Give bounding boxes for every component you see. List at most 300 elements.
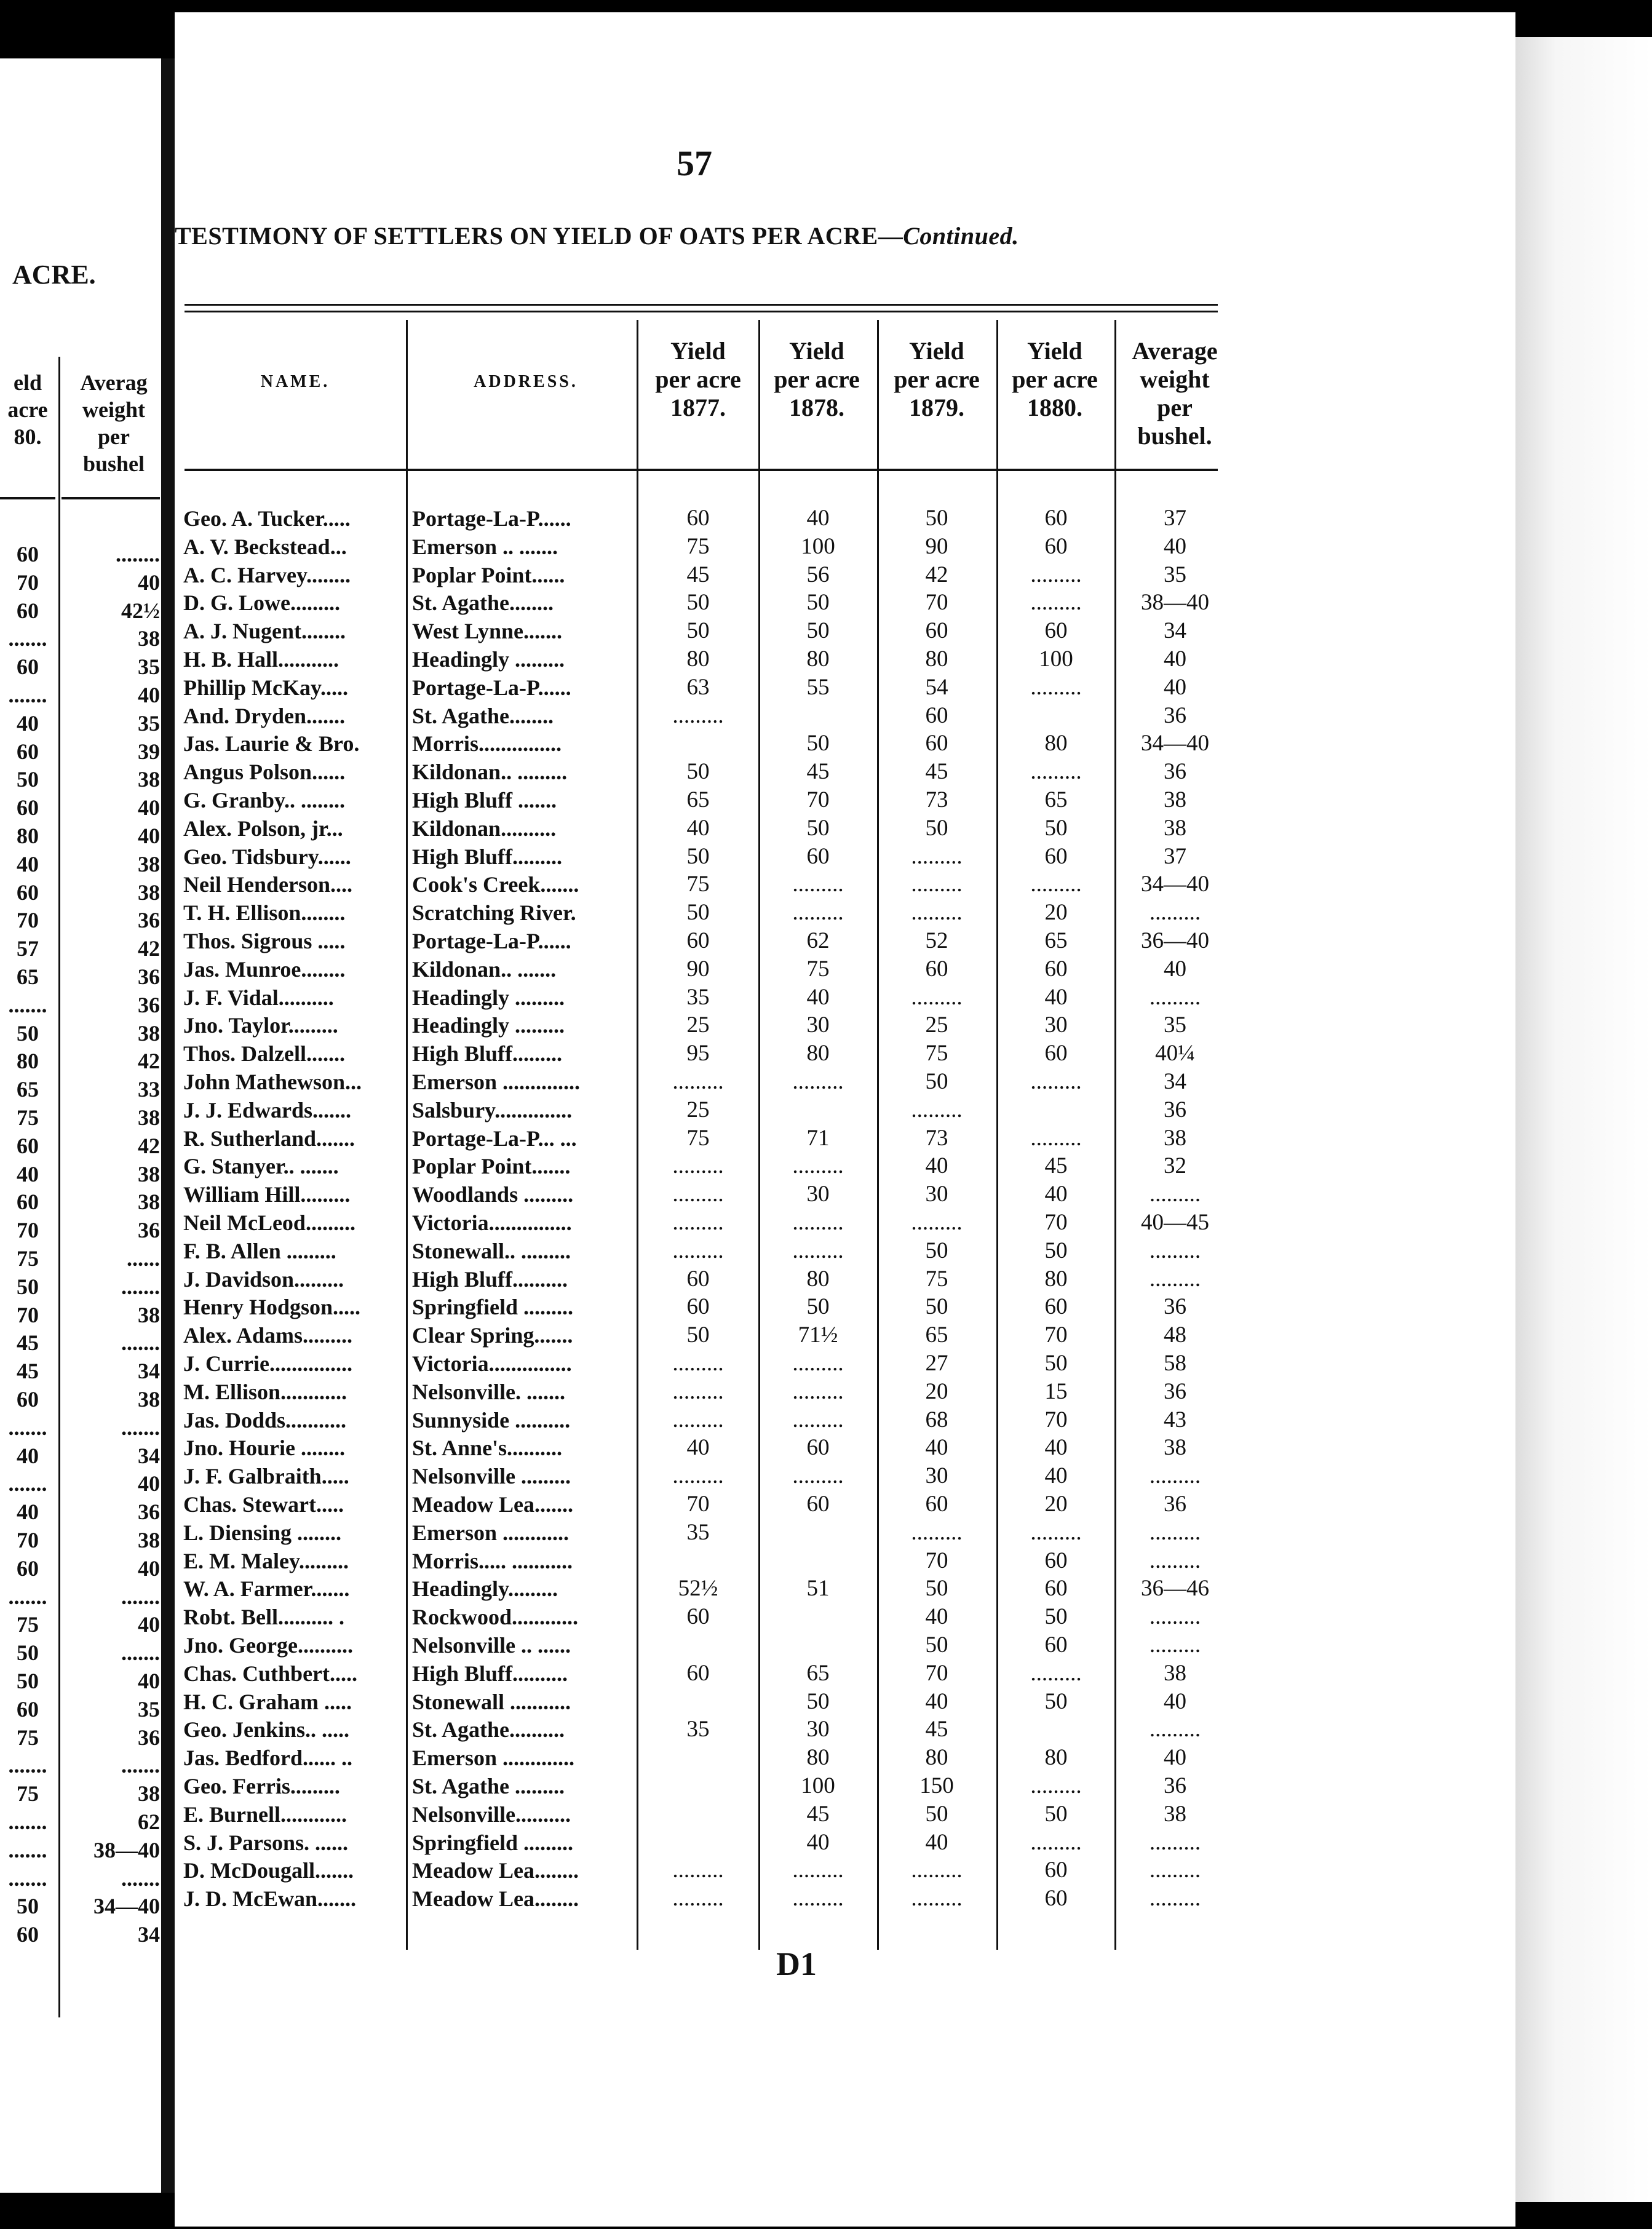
cell-address: St. Agathe ......... <box>412 1774 565 1798</box>
cell-yield-1877: ......... <box>672 1182 724 1207</box>
cell-yield-1878: 50 <box>806 1294 830 1320</box>
left-fragment-yield-cell: 60 <box>17 739 39 764</box>
cell-yield-1880: 60 <box>1044 1041 1068 1067</box>
left-fragment-weight-cell: 35 <box>138 710 160 736</box>
left-fragment-weight-cell: 38 <box>138 1190 160 1215</box>
cell-yield-1880: ......... <box>1030 674 1082 700</box>
cell-name: G. Granby.. ........ <box>183 788 346 813</box>
cell-yield-1878: ......... <box>792 1463 844 1489</box>
left-fragment-yield-cell: 60 <box>17 880 39 905</box>
cell-average-weight: 34—40 <box>1141 731 1209 757</box>
cell-yield-1877: 60 <box>686 1294 710 1320</box>
cell-yield-1880: ......... <box>1030 590 1082 616</box>
cell-yield-1878: 30 <box>806 1717 830 1742</box>
cell-average-weight: 34—40 <box>1141 872 1209 897</box>
left-fragment-yield-cell: 50 <box>17 1020 39 1046</box>
cell-yield-1879: 50 <box>925 1238 948 1263</box>
cell-yield-1880: 60 <box>1044 843 1068 869</box>
cell-yield-1878: 50 <box>806 731 830 757</box>
cell-yield-1878: 50 <box>806 1688 830 1714</box>
cell-yield-1877: 50 <box>686 590 710 616</box>
cell-name: And. Dryden....... <box>183 703 346 728</box>
cell-yield-1878: 55 <box>806 674 830 700</box>
cell-yield-1879: 50 <box>925 1801 948 1827</box>
cell-name: J. J. Edwards....... <box>183 1097 352 1122</box>
cell-yield-1878: ......... <box>792 1378 844 1404</box>
cell-yield-1877: ......... <box>672 1407 724 1432</box>
cell-yield-1880: 60 <box>1044 956 1068 982</box>
left-fragment-weight-cell: 38 <box>138 880 160 905</box>
cell-yield-1879: 150 <box>919 1773 954 1798</box>
cell-address: High Bluff.......... <box>412 1266 568 1292</box>
cell-address: Headingly ......... <box>412 1013 565 1038</box>
cell-yield-1880: ......... <box>1030 1660 1082 1686</box>
cell-yield-1879: 60 <box>925 956 948 982</box>
left-fragment-weight-cell: 36 <box>138 1725 160 1750</box>
cell-address: Scratching River. <box>412 900 576 926</box>
cell-yield-1878: 60 <box>806 843 830 869</box>
cell-yield-1878: 71 <box>806 1125 830 1151</box>
cell-yield-1877: 65 <box>686 787 710 813</box>
cell-yield-1878: ......... <box>792 1886 844 1912</box>
cell-yield-1879: 20 <box>925 1378 948 1404</box>
left-fragment-yield-cell: 57 <box>17 936 39 961</box>
cell-address: Rockwood............ <box>412 1605 579 1630</box>
cell-yield-1880: 80 <box>1044 1745 1068 1771</box>
cell-yield-1877: ......... <box>672 1886 724 1912</box>
cell-yield-1879: 50 <box>925 506 948 531</box>
cell-yield-1880: ......... <box>1030 1519 1082 1545</box>
cell-yield-1877: 50 <box>686 1322 710 1348</box>
cell-average-weight: 40 <box>1164 1745 1186 1771</box>
cell-yield-1879: 50 <box>925 1632 948 1658</box>
cell-name: S. J. Parsons. ...... <box>183 1830 349 1855</box>
cell-average-weight: 38 <box>1164 1660 1186 1686</box>
cell-yield-1877: 95 <box>686 1041 710 1067</box>
cell-yield-1879: ......... <box>911 1857 963 1883</box>
left-fragment-weight-cell: ....... <box>121 1274 160 1299</box>
left-fragment-weight-cell: 35 <box>138 1696 160 1722</box>
cell-yield-1879: 52 <box>925 928 948 953</box>
cell-name: Geo. Ferris......... <box>183 1774 340 1798</box>
cell-yield-1878: 40 <box>806 984 830 1010</box>
cell-name: A. V. Beckstead... <box>183 534 347 559</box>
cell-yield-1877: 35 <box>686 984 710 1010</box>
left-fragment-weight-cell: 35 <box>138 654 160 680</box>
cell-address: St. Agathe........ <box>412 590 554 616</box>
cell-yield-1879: 40 <box>925 1435 948 1461</box>
left-fragment-rule <box>62 497 160 499</box>
cell-yield-1877: 35 <box>686 1519 710 1545</box>
left-fragment-weight-cell: 38 <box>138 1020 160 1046</box>
cell-name: Geo. Tidsbury...... <box>183 844 351 869</box>
cell-average-weight: ......... <box>1149 1266 1201 1292</box>
cell-yield-1878: 45 <box>806 1801 830 1827</box>
cell-address: High Bluff......... <box>412 1041 563 1067</box>
cell-yield-1880: 20 <box>1044 1492 1068 1517</box>
cell-yield-1880: 40 <box>1044 1463 1068 1489</box>
left-fragment-yield-cell: 60 <box>17 1696 39 1722</box>
cell-average-weight: ......... <box>1149 900 1201 926</box>
cell-yield-1880: 50 <box>1044 815 1068 841</box>
cell-yield-1877: ......... <box>672 1378 724 1404</box>
left-fragment-weight-cell: 34—40 <box>93 1894 160 1919</box>
cell-yield-1879: 70 <box>925 1548 948 1573</box>
left-fragment-weight-cell: 40 <box>138 1612 160 1637</box>
cell-address: Kildonan.......... <box>412 816 557 841</box>
cell-yield-1880: ......... <box>1030 562 1082 587</box>
cell-yield-1877: 70 <box>686 1492 710 1517</box>
cell-yield-1879: 75 <box>925 1041 948 1067</box>
cell-yield-1879: 42 <box>925 562 948 587</box>
cell-yield-1878: 50 <box>806 618 830 644</box>
left-fragment-yield-cell: 60 <box>17 1190 39 1215</box>
cell-yield-1879: 45 <box>925 1717 948 1742</box>
cell-address: Nelsonville ......... <box>412 1464 571 1489</box>
cell-average-weight: ......... <box>1149 1519 1201 1545</box>
cell-average-weight: 40¼ <box>1155 1041 1195 1067</box>
column-header-address: ADDRESS. <box>474 372 578 391</box>
cell-yield-1879: 80 <box>925 1745 948 1771</box>
column-divider <box>758 320 760 1950</box>
left-fragment-weight-cell: 38 <box>138 1161 160 1186</box>
top-rule <box>185 304 1218 306</box>
left-fragment-yield-cell: 80 <box>17 1049 39 1074</box>
cell-yield-1879: 70 <box>925 1660 948 1686</box>
cell-yield-1877: 50 <box>686 900 710 926</box>
left-fragment-yield-cell: 60 <box>17 1133 39 1158</box>
cell-yield-1879: 60 <box>925 1492 948 1517</box>
cell-yield-1877: ......... <box>672 1238 724 1263</box>
page-number: 57 <box>677 143 712 183</box>
cell-name: Jno. Hourie ........ <box>183 1436 346 1461</box>
column-divider <box>1114 320 1116 1950</box>
left-fragment-yield-cell: 70 <box>17 570 39 595</box>
cell-yield-1880: 50 <box>1044 1604 1068 1630</box>
cell-yield-1879: ......... <box>911 1210 963 1235</box>
cell-address: Portage-La-P...... <box>412 929 571 953</box>
left-fragment-yield-cell: 75 <box>17 1612 39 1637</box>
left-fragment-yield-cell: 60 <box>17 1556 39 1581</box>
cell-address: High Bluff.......... <box>412 1661 568 1686</box>
cell-yield-1877: 52½ <box>678 1576 718 1602</box>
left-fragment-yield-cell: 40 <box>17 1500 39 1525</box>
cell-address: St. Agathe.......... <box>412 1717 565 1742</box>
cell-address: Victoria............... <box>412 1351 572 1376</box>
cell-average-weight: 36 <box>1164 1492 1186 1517</box>
cell-yield-1877: 60 <box>686 928 710 953</box>
cell-address: Victoria............... <box>412 1210 572 1235</box>
cell-yield-1880: 60 <box>1044 1886 1068 1912</box>
cell-yield-1877: 50 <box>686 759 710 785</box>
cell-average-weight: ......... <box>1149 984 1201 1010</box>
cell-address: Kildonan.. ....... <box>412 956 557 982</box>
left-fragment-title: ACRE. <box>12 260 96 290</box>
left-fragment-weight-cell: ....... <box>121 1415 160 1440</box>
left-fragment-weight-cell: 34 <box>138 1359 160 1384</box>
left-fragment-weight-cell: 38 <box>138 851 160 876</box>
cell-yield-1880: 40 <box>1044 1435 1068 1461</box>
cell-name: Thos. Sigrous ..... <box>183 929 346 953</box>
cell-name: Jno. Taylor......... <box>183 1013 338 1038</box>
cell-yield-1880: ......... <box>1030 1773 1082 1798</box>
cell-yield-1878: ......... <box>792 1210 844 1235</box>
left-fragment-yield-cell: 70 <box>17 1218 39 1243</box>
left-fragment-weight-cell: ...... <box>127 1246 160 1271</box>
left-fragment-weight-cell: 42½ <box>121 598 160 623</box>
cell-name: Neil McLeod......... <box>183 1210 355 1235</box>
cell-yield-1879: 45 <box>925 759 948 785</box>
cell-yield-1879: 65 <box>925 1322 948 1348</box>
column-divider <box>406 320 408 1950</box>
cell-address: Emerson .............. <box>412 1070 580 1094</box>
cell-average-weight: 40 <box>1164 1688 1186 1714</box>
cell-yield-1880: 20 <box>1044 900 1068 926</box>
cell-yield-1879: 50 <box>925 1576 948 1602</box>
cell-average-weight: 38 <box>1164 1435 1186 1461</box>
cell-address: Cook's Creek....... <box>412 872 579 897</box>
cell-yield-1878: 40 <box>806 506 830 531</box>
cell-name: G. Stanyer.. ....... <box>183 1154 339 1179</box>
cell-yield-1877: 25 <box>686 1012 710 1038</box>
cell-yield-1879: 70 <box>925 590 948 616</box>
cell-address: Headingly......... <box>412 1576 558 1602</box>
cell-yield-1879: 60 <box>925 702 948 728</box>
cell-average-weight: 37 <box>1164 843 1186 869</box>
cell-address: Clear Spring....... <box>412 1323 573 1348</box>
left-fragment-weight-cell: ....... <box>121 1330 160 1356</box>
cell-average-weight: ......... <box>1149 1857 1201 1883</box>
cell-yield-1880: ......... <box>1030 759 1082 785</box>
cell-yield-1877: 50 <box>686 618 710 644</box>
left-fragment-yield-cell: 75 <box>17 1725 39 1750</box>
cell-yield-1877: 45 <box>686 562 710 587</box>
left-fragment-yield-cell: 75 <box>17 1781 39 1806</box>
cell-average-weight: 40—45 <box>1141 1210 1209 1235</box>
column-header-name: NAME. <box>260 372 330 391</box>
cell-yield-1879: 50 <box>925 1294 948 1320</box>
left-fragment-yield-cell: ....... <box>8 1837 47 1862</box>
cell-average-weight: ......... <box>1149 1886 1201 1912</box>
cell-yield-1877: 75 <box>686 533 710 559</box>
cell-average-weight: 36—40 <box>1141 928 1209 953</box>
cell-yield-1879: 75 <box>925 1266 948 1292</box>
left-fragment-yield-cell: ....... <box>8 683 47 707</box>
cell-yield-1878: 50 <box>806 815 830 841</box>
cell-average-weight: ......... <box>1149 1717 1201 1742</box>
left-fragment-yield-cell: 70 <box>17 908 39 933</box>
left-fragment-yield-cell: 40 <box>17 851 39 876</box>
cell-average-weight: 40 <box>1164 533 1186 559</box>
left-fragment-weight-cell: ....... <box>121 1865 160 1891</box>
cell-yield-1877: 90 <box>686 956 710 982</box>
cell-yield-1878: ......... <box>792 1238 844 1263</box>
cell-average-weight: 36 <box>1164 1294 1186 1320</box>
left-fragment-yield-cell: 60 <box>17 654 39 680</box>
cell-average-weight: 58 <box>1164 1351 1186 1376</box>
cell-address: Nelsonville.......... <box>412 1802 571 1827</box>
cell-average-weight: 37 <box>1164 506 1186 531</box>
cell-address: Emerson ............. <box>412 1746 574 1771</box>
cell-yield-1880: 60 <box>1044 533 1068 559</box>
cell-yield-1878: 40 <box>806 1829 830 1855</box>
cell-average-weight: 38 <box>1164 815 1186 841</box>
left-fragment-yield-cell: 65 <box>17 1077 39 1102</box>
cell-yield-1880: 40 <box>1044 984 1068 1010</box>
cell-address: Portage-La-P...... <box>412 506 571 531</box>
left-fragment-divider <box>58 357 60 2017</box>
cell-yield-1878: 51 <box>806 1576 830 1602</box>
cell-name: Jas. Dodds........... <box>183 1407 347 1432</box>
left-fragment-yield-cell: 60 <box>17 795 39 820</box>
cell-yield-1878: 65 <box>806 1660 830 1686</box>
cell-yield-1880: 80 <box>1044 1266 1068 1292</box>
cell-yield-1877: ......... <box>672 1210 724 1235</box>
cell-yield-1880: 60 <box>1044 618 1068 644</box>
cell-yield-1880: 50 <box>1044 1688 1068 1714</box>
left-fragment-weight-cell: 33 <box>138 1077 160 1102</box>
column-header-1880: Yield per acre 1880. <box>1012 337 1098 421</box>
cell-yield-1878: 56 <box>806 562 830 587</box>
left-fragment-yield-cell: 50 <box>17 1669 39 1693</box>
left-fragment-yield-cell: 40 <box>17 1161 39 1186</box>
left-fragment-yield-cell: 50 <box>17 767 39 792</box>
left-fragment-yield-cell: 80 <box>17 824 39 848</box>
cell-yield-1877: 80 <box>686 646 710 672</box>
cell-name: Geo. A. Tucker..... <box>183 506 351 531</box>
cell-yield-1880: 65 <box>1044 928 1068 953</box>
left-fragment-yield-header: eld acre 80. <box>7 370 48 449</box>
cell-yield-1879: 50 <box>925 815 948 841</box>
cell-name: J. Currie............... <box>183 1351 352 1376</box>
cell-address: High Bluff ....... <box>412 788 557 813</box>
cell-yield-1877: 60 <box>686 1660 710 1686</box>
cell-yield-1878: 30 <box>806 1012 830 1038</box>
cell-yield-1880: ......... <box>1030 1069 1082 1094</box>
left-fragment-yield-cell: ....... <box>8 1753 47 1778</box>
cell-yield-1878: 45 <box>806 759 830 785</box>
left-fragment-yield-cell: 40 <box>17 710 39 736</box>
column-divider <box>877 320 879 1950</box>
column-header-1879: Yield per acre 1879. <box>894 337 980 421</box>
cell-name: William Hill......... <box>183 1182 351 1207</box>
left-fragment-yield-cell: ....... <box>8 626 47 651</box>
cell-yield-1879: ......... <box>911 1519 963 1545</box>
cell-address: Meadow Lea........ <box>412 1858 579 1883</box>
cell-name: W. A. Farmer....... <box>183 1576 350 1602</box>
cell-yield-1879: 90 <box>925 533 948 559</box>
left-fragment-weight-cell: 39 <box>138 739 160 764</box>
cell-yield-1878: 60 <box>806 1435 830 1461</box>
cell-yield-1879: 30 <box>925 1463 948 1489</box>
left-fragment-weight-cell: 34 <box>138 1922 160 1947</box>
cell-yield-1878: 71½ <box>798 1322 838 1348</box>
cell-name: Chas. Cuthbert..... <box>183 1661 358 1686</box>
cell-average-weight: 34 <box>1164 618 1186 644</box>
cell-yield-1879: ......... <box>911 872 963 897</box>
cell-name: Jno. George.......... <box>183 1633 353 1658</box>
cell-name: Thos. Dalzell....... <box>183 1041 346 1067</box>
cell-name: J. F. Galbraith..... <box>183 1464 349 1489</box>
cell-yield-1880: 45 <box>1044 1153 1068 1179</box>
left-fragment-weight-cell: 36 <box>138 964 160 989</box>
cell-name: Henry Hodgson..... <box>183 1295 361 1320</box>
left-fragment-weight-cell: 36 <box>138 992 160 1017</box>
cell-address: Poplar Point....... <box>412 1154 571 1179</box>
left-fragment-yield-cell: ....... <box>8 992 47 1017</box>
signature-mark: D1 <box>776 1945 817 1982</box>
left-fragment-yield-cell: 45 <box>17 1359 39 1384</box>
left-fragment-weight-cell: 40 <box>138 1471 160 1496</box>
top-rule-double <box>185 311 1218 312</box>
left-fragment-yield-cell: 50 <box>17 1274 39 1299</box>
left-fragment-weight-cell: 40 <box>138 570 160 595</box>
cell-address: St. Anne's.......... <box>412 1436 563 1461</box>
cell-average-weight: ......... <box>1149 1238 1201 1263</box>
cell-yield-1879: ......... <box>911 984 963 1010</box>
cell-yield-1880: ......... <box>1030 1829 1082 1855</box>
cell-yield-1878: ......... <box>792 1857 844 1883</box>
cell-yield-1880: 50 <box>1044 1801 1068 1827</box>
cell-yield-1878: ......... <box>792 900 844 926</box>
cell-name: R. Sutherland....... <box>183 1126 355 1151</box>
left-fragment-yield-cell: 65 <box>17 964 39 989</box>
cell-name: L. Diensing ........ <box>183 1520 342 1545</box>
left-fragment-weight-cell: 38 <box>138 1302 160 1327</box>
cell-yield-1880: 60 <box>1044 1548 1068 1573</box>
cell-yield-1880: 100 <box>1039 646 1073 672</box>
cell-yield-1877: 63 <box>686 674 710 700</box>
cell-yield-1880: 60 <box>1044 506 1068 531</box>
cell-yield-1878: ......... <box>792 1069 844 1094</box>
cell-name: F. B. Allen ......... <box>183 1238 336 1263</box>
cell-yield-1879: 60 <box>925 618 948 644</box>
cell-yield-1878: ......... <box>792 1153 844 1179</box>
cell-yield-1879: 30 <box>925 1182 948 1207</box>
cell-yield-1879: ......... <box>911 843 963 869</box>
cell-average-weight: 36 <box>1164 759 1186 785</box>
left-fragment-yield-cell: 40 <box>17 1443 39 1468</box>
cell-yield-1879: 40 <box>925 1829 948 1855</box>
left-fragment-weight-cell: 40 <box>138 795 160 820</box>
cell-address: Stonewall ........... <box>412 1689 571 1714</box>
cell-average-weight: 35 <box>1164 1012 1186 1038</box>
left-fragment-weight-cell: 38 <box>138 1528 160 1552</box>
cell-average-weight: ......... <box>1149 1182 1201 1207</box>
cell-average-weight: 38 <box>1164 1125 1186 1151</box>
cell-name: Angus Polson...... <box>183 760 346 785</box>
left-fragment-weight-cell: ........ <box>116 542 160 566</box>
cell-yield-1877: 60 <box>686 1266 710 1292</box>
cell-yield-1878: 62 <box>806 928 830 953</box>
cell-address: St. Agathe........ <box>412 703 554 728</box>
cell-average-weight: 40 <box>1164 674 1186 700</box>
cell-yield-1880: 60 <box>1044 1632 1068 1658</box>
cell-average-weight: 36 <box>1164 702 1186 728</box>
cell-name: A. J. Nugent........ <box>183 619 346 644</box>
cell-yield-1877: ......... <box>672 1153 724 1179</box>
cell-yield-1877: 35 <box>686 1717 710 1742</box>
cell-yield-1878: ......... <box>792 872 844 897</box>
cell-address: Poplar Point...... <box>412 562 565 587</box>
left-fragment-weight-cell: 38 <box>138 767 160 792</box>
cell-yield-1877: 50 <box>686 843 710 869</box>
cell-yield-1880: 65 <box>1044 787 1068 813</box>
left-fragment-weight-cell: 40 <box>138 824 160 848</box>
cell-yield-1877: ......... <box>672 702 724 728</box>
cell-yield-1879: 50 <box>925 1069 948 1094</box>
cell-yield-1877: 60 <box>686 506 710 531</box>
